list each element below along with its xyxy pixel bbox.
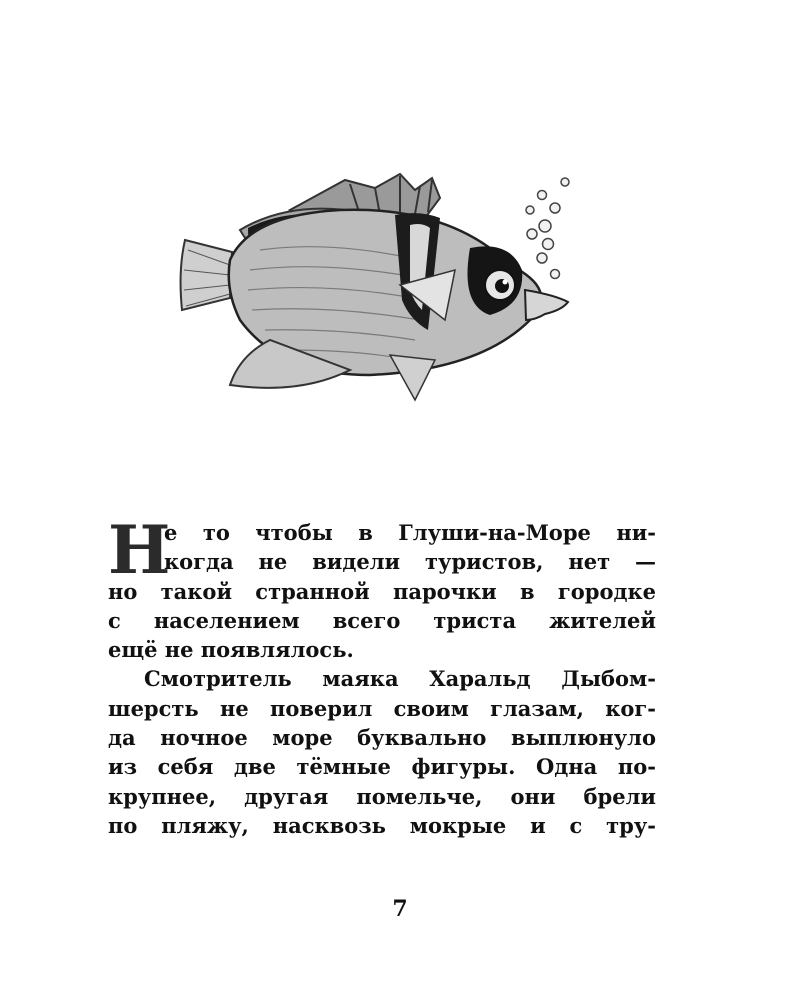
bubbles xyxy=(526,178,569,279)
page-number: 7 xyxy=(392,896,408,922)
text-line-10: крупнее, другая помельче, они брели xyxy=(108,783,656,809)
fish-illustration xyxy=(170,170,590,405)
text-line-8: да ночное море буквально выплюнуло xyxy=(108,725,656,751)
text-line-7: шерсть не поверил своим глазам, ког- xyxy=(108,695,656,721)
text-line-4: с населением всего триста жителей xyxy=(108,607,656,633)
drop-cap: Н xyxy=(108,511,169,589)
text-line-6: Смотритель маяка Харальд Дыбом- xyxy=(144,666,656,692)
text-line-5: ещё не появлялось. xyxy=(108,637,354,663)
fish-snout xyxy=(525,290,568,320)
text-line-2: когда не видели туристов, нет — xyxy=(164,549,656,575)
text-line-9: из себя две тёмные фигуры. Одна по- xyxy=(108,754,656,780)
text-line-3: но такой странной парочки в городке xyxy=(108,578,656,604)
ventral-fin xyxy=(390,355,435,400)
text-line-1: е то чтобы в Глуши-на-Море ни- xyxy=(164,520,656,545)
body-text xyxy=(108,511,656,840)
text-line-11: по пляжу, насквозь мокрые и с тру- xyxy=(108,812,656,838)
